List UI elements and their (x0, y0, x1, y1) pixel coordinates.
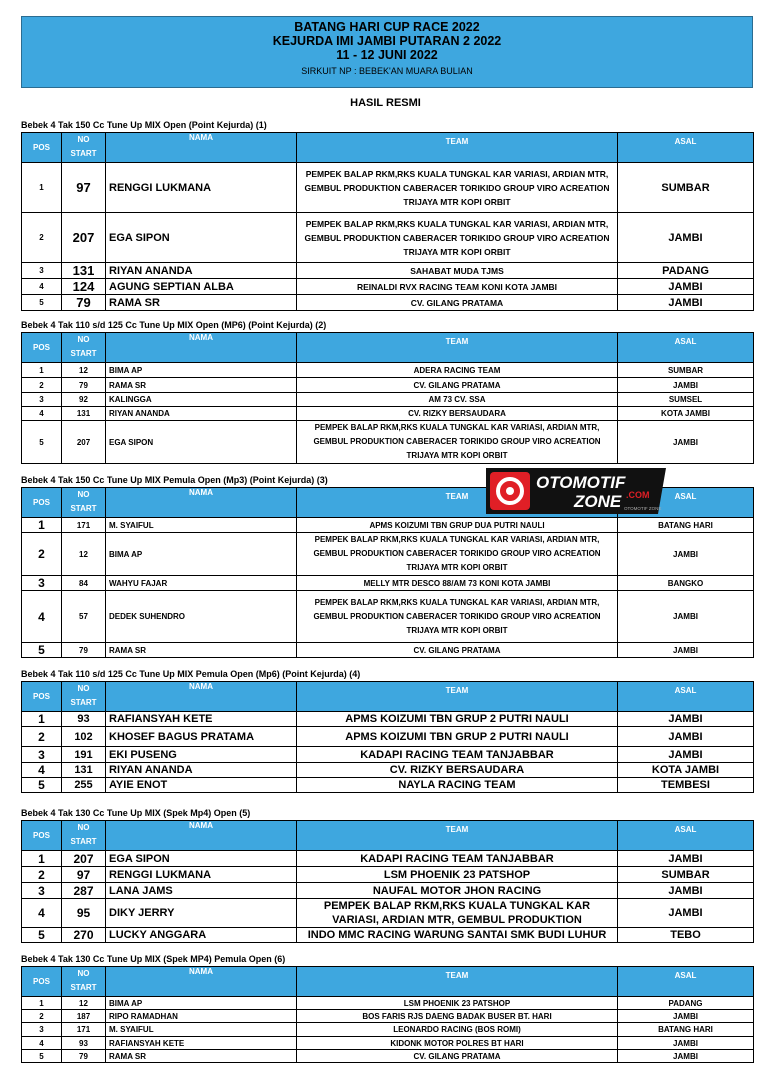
col-asal-header (618, 133, 754, 163)
table-row (22, 407, 754, 421)
col-pos-header-label: POS (33, 831, 50, 840)
origin-cell: JAMBI (618, 1037, 754, 1050)
col-asal-header-label: ASAL (674, 971, 697, 980)
start-number-cell: 93 (62, 1037, 106, 1050)
col-asal-header (618, 333, 754, 363)
col-pos-header-label: POS (33, 692, 50, 701)
start-number-cell: 131 (62, 407, 106, 421)
rider-name-cell: RAMA SR (106, 378, 297, 393)
rider-name-cell: EGA SIPON (106, 421, 297, 464)
position-cell: 3 (22, 1023, 62, 1037)
team-cell: REINALDI RVX RACING TEAM KONI KOTA JAMBI (297, 279, 618, 295)
position-cell: 4 (22, 591, 62, 643)
col-no-start-header-label: NO (77, 684, 90, 693)
col-pos-header (22, 488, 62, 518)
start-number-cell: 187 (62, 1010, 106, 1023)
start-number-cell: 97 (62, 163, 106, 213)
start-number-cell: 92 (62, 393, 106, 407)
table-row (22, 1037, 754, 1050)
col-pos-header-label: POS (33, 498, 50, 507)
otomotif-zone-logo (486, 466, 666, 516)
start-number-cell: 255 (62, 778, 106, 793)
origin-cell: BANGKO (618, 576, 754, 591)
position-cell: 3 (22, 393, 62, 407)
col-no-start-header (62, 821, 106, 851)
start-number-cell: 102 (62, 727, 106, 747)
table-row (22, 213, 754, 263)
origin-cell: JAMBI (618, 712, 754, 727)
table-row (22, 727, 754, 747)
col-asal-header-label: ASAL (674, 492, 697, 501)
position-cell: 5 (22, 778, 62, 793)
table-row (22, 1010, 754, 1023)
team-cell: PEMPEK BALAP RKM,RKS KUALA TUNGKAL KAR VARIASI, ARDIAN MTR, GEMBUL PRODUKTION (297, 899, 618, 928)
position-cell: 1 (22, 363, 62, 378)
race-class-title: Bebek 4 Tak 150 Cc Tune Up MIX Pemula Open (Mp3) (Point Kejurda) (3) (21, 475, 328, 485)
position-cell: 4 (22, 1037, 62, 1050)
position-cell: 1 (22, 163, 62, 213)
position-cell: 1 (22, 518, 62, 533)
col-asal-header (618, 967, 754, 997)
col-asal-header-label: ASAL (674, 337, 697, 346)
table-header-row (22, 821, 754, 851)
table-header-row (22, 133, 754, 163)
rider-name-cell: EKI PUSENG (106, 747, 297, 763)
table-row (22, 851, 754, 867)
col-no-start-header-label: NO (77, 135, 90, 144)
rider-name-cell: EGA SIPON (106, 213, 297, 263)
start-number-cell: 79 (62, 295, 106, 311)
origin-cell: JAMBI (618, 643, 754, 658)
race-class-section (21, 118, 753, 311)
origin-cell: JAMBI (618, 591, 754, 643)
rider-name-cell: EGA SIPON (106, 851, 297, 867)
team-cell: CV. RIZKY BERSAUDARA (297, 407, 618, 421)
col-team-header (297, 821, 618, 851)
start-number-cell: 95 (62, 899, 106, 928)
team-cell: KADAPI RACING TEAM TANJABBAR (297, 851, 618, 867)
col-team-header (297, 333, 618, 363)
col-nama-header-label: NAMA (189, 967, 213, 976)
table-row (22, 1050, 754, 1063)
event-title: BATANG HARI CUP RACE 2022 (294, 20, 480, 34)
col-no-start-header-label: START (70, 349, 97, 358)
team-cell: CV. GILANG PRATAMA (297, 295, 618, 311)
start-number-cell: 270 (62, 928, 106, 943)
position-cell: 4 (22, 899, 62, 928)
origin-cell: BATANG HARI (618, 518, 754, 533)
table-row (22, 533, 754, 576)
origin-cell: SUMBAR (618, 163, 754, 213)
col-no-start-header (62, 333, 106, 363)
position-cell: 4 (22, 407, 62, 421)
rider-name-cell: RAMA SR (106, 295, 297, 311)
race-class-title: Bebek 4 Tak 130 Cc Tune Up MIX (Spek MP4) Pemula Open (6) (21, 954, 286, 964)
rider-name-cell: DIKY JERRY (106, 899, 297, 928)
position-cell: 3 (22, 263, 62, 279)
col-nama-header-label: NAMA (189, 821, 213, 830)
table-row (22, 295, 754, 311)
position-cell: 2 (22, 727, 62, 747)
col-pos-header-label: POS (33, 143, 50, 152)
team-cell: PEMPEK BALAP RKM,RKS KUALA TUNGKAL KAR VARIASI, ARDIAN MTR, GEMBUL PRODUKTION CABERACER TORIKIDO GROUP VIRO ACREATION TRIJAYA MTR KOPI ORBIT (297, 163, 618, 213)
origin-cell: JAMBI (618, 727, 754, 747)
position-cell: 4 (22, 763, 62, 778)
rider-name-cell: M. SYAIFUL (106, 518, 297, 533)
origin-cell: JAMBI (618, 1050, 754, 1063)
table-header-row (22, 682, 754, 712)
team-cell: LSM PHOENIK 23 PATSHOP (297, 997, 618, 1010)
team-cell: CV. RIZKY BERSAUDARA (297, 763, 618, 778)
table-row (22, 747, 754, 763)
col-nama-header (106, 488, 297, 518)
team-cell: LEONARDO RACING (BOS ROMI) (297, 1023, 618, 1037)
start-number-cell: 79 (62, 643, 106, 658)
team-cell: CV. GILANG PRATAMA (297, 643, 618, 658)
table-row (22, 928, 754, 943)
team-cell: APMS KOIZUMI TBN GRUP DUA PUTRI NAULI (297, 518, 618, 533)
rider-name-cell: RAFIANSYAH KETE (106, 712, 297, 727)
rider-name-cell: BIMA AP (106, 533, 297, 576)
race-class-section (21, 952, 753, 1063)
rider-name-cell: KALINGGA (106, 393, 297, 407)
origin-cell: PADANG (618, 263, 754, 279)
origin-cell: JAMBI (618, 295, 754, 311)
position-cell: 5 (22, 1050, 62, 1063)
start-number-cell: 97 (62, 867, 106, 883)
table-row (22, 378, 754, 393)
col-nama-header (106, 333, 297, 363)
results-table (21, 820, 754, 943)
event-circuit: SIRKUIT NP : BEBEK'AN MUARA BULIAN (301, 66, 473, 76)
origin-cell: JAMBI (618, 883, 754, 899)
position-cell: 3 (22, 747, 62, 763)
col-no-start-header-label: NO (77, 823, 90, 832)
team-cell: APMS KOIZUMI TBN GRUP 2 PUTRI NAULI (297, 712, 618, 727)
col-no-start-header-label: NO (77, 335, 90, 344)
results-table (21, 332, 754, 464)
start-number-cell: 124 (62, 279, 106, 295)
position-cell: 5 (22, 295, 62, 311)
table-row (22, 712, 754, 727)
rider-name-cell: RAMA SR (106, 643, 297, 658)
position-cell: 2 (22, 378, 62, 393)
origin-cell: JAMBI (618, 747, 754, 763)
team-cell: CV. GILANG PRATAMA (297, 378, 618, 393)
rider-name-cell: BIMA AP (106, 997, 297, 1010)
col-asal-header-label: ASAL (674, 825, 697, 834)
logo-tagline: OTOMOTIF ZONE (624, 506, 662, 511)
col-asal-header-label: ASAL (674, 686, 697, 695)
team-cell: AM 73 CV. SSA (297, 393, 618, 407)
col-no-start-header-label: START (70, 837, 97, 846)
table-row (22, 363, 754, 378)
col-no-start-header (62, 133, 106, 163)
official-results-title: HASIL RESMI (350, 97, 421, 109)
logo-suffix: .COM (626, 490, 650, 500)
results-table (21, 966, 754, 1063)
rider-name-cell: RAFIANSYAH KETE (106, 1037, 297, 1050)
start-number-cell: 207 (62, 213, 106, 263)
team-cell: PEMPEK BALAP RKM,RKS KUALA TUNGKAL KAR VARIASI, ARDIAN MTR, GEMBUL PRODUKTION CABERACER TORIKIDO GROUP VIRO ACREATION TRIJAYA MTR KOPI ORBIT (297, 213, 618, 263)
start-number-cell: 93 (62, 712, 106, 727)
race-class-title: Bebek 4 Tak 110 s/d 125 Cc Tune Up MIX Pemula Open (Mp6) (Point Kejurda) (4) (21, 669, 361, 679)
origin-cell: JAMBI (618, 378, 754, 393)
col-team-header (297, 133, 618, 163)
col-nama-header-label: NAMA (189, 333, 213, 342)
race-class-title: Bebek 4 Tak 130 Cc Tune Up MIX (Spek Mp4) Open (5) (21, 808, 251, 818)
col-pos-header-label: POS (33, 343, 50, 352)
col-team-header-label: TEAM (445, 686, 469, 695)
col-pos-header (22, 133, 62, 163)
team-cell: SAHABAT MUDA TJMS (297, 263, 618, 279)
start-number-cell: 79 (62, 1050, 106, 1063)
origin-cell: TEBO (618, 928, 754, 943)
event-header (21, 16, 753, 88)
start-number-cell: 12 (62, 997, 106, 1010)
rider-name-cell: RENGGI LUKMANA (106, 867, 297, 883)
table-row (22, 778, 754, 793)
col-no-start-header-label: START (70, 698, 97, 707)
origin-cell: JAMBI (618, 533, 754, 576)
col-pos-header (22, 333, 62, 363)
race-class-title: Bebek 4 Tak 110 s/d 125 Cc Tune Up MIX Open (MP6) (Point Kejurda) (2) (21, 320, 327, 330)
team-cell: ADERA RACING TEAM (297, 363, 618, 378)
start-number-cell: 171 (62, 1023, 106, 1037)
col-nama-header-label: NAMA (189, 488, 213, 497)
table-row (22, 279, 754, 295)
logo-wordmark-bottom: ZONE (574, 492, 622, 511)
start-number-cell: 12 (62, 533, 106, 576)
start-number-cell: 207 (62, 851, 106, 867)
table-row (22, 643, 754, 658)
origin-cell: SUMSEL (618, 393, 754, 407)
position-cell: 4 (22, 279, 62, 295)
col-team-header-label: TEAM (445, 825, 469, 834)
table-row (22, 518, 754, 533)
col-no-start-header (62, 488, 106, 518)
col-pos-header (22, 967, 62, 997)
origin-cell: JAMBI (618, 213, 754, 263)
team-cell: APMS KOIZUMI TBN GRUP 2 PUTRI NAULI (297, 727, 618, 747)
rider-name-cell: KHOSEF BAGUS PRATAMA (106, 727, 297, 747)
position-cell: 1 (22, 851, 62, 867)
table-row (22, 163, 754, 213)
col-nama-header (106, 821, 297, 851)
start-number-cell: 207 (62, 421, 106, 464)
origin-cell: JAMBI (618, 1010, 754, 1023)
origin-cell: JAMBI (618, 421, 754, 464)
origin-cell: TEMBESI (618, 778, 754, 793)
col-nama-header (106, 133, 297, 163)
team-cell: NAUFAL MOTOR JHON RACING (297, 883, 618, 899)
rider-name-cell: RIYAN ANANDA (106, 263, 297, 279)
col-team-header (297, 967, 618, 997)
origin-cell: BATANG HARI (618, 1023, 754, 1037)
origin-cell: SUMBAR (618, 867, 754, 883)
table-row (22, 997, 754, 1010)
event-subtitle: KEJURDA IMI JAMBI PUTARAN 2 2022 (272, 34, 502, 48)
race-class-section (21, 318, 753, 464)
team-cell: BOS FARIS RJS DAENG BADAK BUSER BT. HARI (297, 1010, 618, 1023)
origin-cell: JAMBI (618, 851, 754, 867)
rider-name-cell: RAMA SR (106, 1050, 297, 1063)
col-team-header-label: TEAM (445, 492, 469, 501)
rider-name-cell: LANA JAMS (106, 883, 297, 899)
origin-cell: JAMBI (618, 899, 754, 928)
rider-name-cell: RIYAN ANANDA (106, 407, 297, 421)
rider-name-cell: M. SYAIFUL (106, 1023, 297, 1037)
rider-name-cell: RIPO RAMADHAN (106, 1010, 297, 1023)
col-no-start-header-label: NO (77, 969, 90, 978)
event-date: 11 - 12 JUNI 2022 (336, 48, 438, 62)
table-row (22, 763, 754, 778)
table-header-row (22, 967, 754, 997)
race-class-title: Bebek 4 Tak 150 Cc Tune Up MIX Open (Point Kejurda) (1) (21, 120, 267, 130)
rider-name-cell: RIYAN ANANDA (106, 763, 297, 778)
rider-name-cell: AGUNG SEPTIAN ALBA (106, 279, 297, 295)
col-no-start-header-label: START (70, 504, 97, 513)
table-row (22, 867, 754, 883)
position-cell: 2 (22, 533, 62, 576)
col-pos-header (22, 821, 62, 851)
position-cell: 5 (22, 421, 62, 464)
table-row (22, 883, 754, 899)
col-nama-header (106, 682, 297, 712)
start-number-cell: 191 (62, 747, 106, 763)
start-number-cell: 57 (62, 591, 106, 643)
table-row (22, 393, 754, 407)
col-team-header (297, 682, 618, 712)
position-cell: 5 (22, 643, 62, 658)
table-row (22, 421, 754, 464)
table-header-row (22, 333, 754, 363)
col-no-start-header-label: START (70, 983, 97, 992)
col-no-start-header (62, 967, 106, 997)
col-team-header-label: TEAM (445, 971, 469, 980)
origin-cell: PADANG (618, 997, 754, 1010)
col-nama-header-label: NAMA (189, 133, 213, 142)
position-cell: 2 (22, 1010, 62, 1023)
origin-cell: KOTA JAMBI (618, 763, 754, 778)
race-class-section (21, 806, 753, 943)
rider-name-cell: WAHYU FAJAR (106, 576, 297, 591)
col-nama-header (106, 967, 297, 997)
race-class-section (21, 667, 753, 793)
team-cell: LSM PHOENIK 23 PATSHOP (297, 867, 618, 883)
start-number-cell: 84 (62, 576, 106, 591)
team-cell: PEMPEK BALAP RKM,RKS KUALA TUNGKAL KAR VARIASI, ARDIAN MTR, GEMBUL PRODUKTION CABERACER TORIKIDO GROUP VIRO ACREATION TRIJAYA MTR KOPI ORBIT (297, 421, 618, 464)
table-row (22, 576, 754, 591)
origin-cell: SUMBAR (618, 363, 754, 378)
origin-cell: JAMBI (618, 279, 754, 295)
team-cell: CV. GILANG PRATAMA (297, 1050, 618, 1063)
team-cell: INDO MMC RACING WARUNG SANTAI SMK BUDI LUHUR (297, 928, 618, 943)
position-cell: 2 (22, 867, 62, 883)
team-cell: MELLY MTR DESCO 88/AM 73 KONI KOTA JAMBI (297, 576, 618, 591)
table-row (22, 899, 754, 928)
position-cell: 3 (22, 883, 62, 899)
col-no-start-header (62, 682, 106, 712)
col-pos-header (22, 682, 62, 712)
start-number-cell: 131 (62, 263, 106, 279)
position-cell: 1 (22, 712, 62, 727)
position-cell: 3 (22, 576, 62, 591)
team-cell: PEMPEK BALAP RKM,RKS KUALA TUNGKAL KAR VARIASI, ARDIAN MTR, GEMBUL PRODUKTION CABERACER TORIKIDO GROUP VIRO ACREATION TRIJAYA MTR KOPI ORBIT (297, 591, 618, 643)
col-no-start-header-label: NO (77, 490, 90, 499)
team-cell: KIDONK MOTOR POLRES BT HARI (297, 1037, 618, 1050)
results-table (21, 132, 754, 311)
start-number-cell: 79 (62, 378, 106, 393)
position-cell: 1 (22, 997, 62, 1010)
rider-name-cell: LUCKY ANGGARA (106, 928, 297, 943)
rider-name-cell: DEDEK SUHENDRO (106, 591, 297, 643)
table-row (22, 263, 754, 279)
rider-name-cell: AYIE ENOT (106, 778, 297, 793)
table-row (22, 591, 754, 643)
start-number-cell: 131 (62, 763, 106, 778)
rider-name-cell: RENGGI LUKMANA (106, 163, 297, 213)
col-team-header-label: TEAM (445, 137, 469, 146)
team-cell: KADAPI RACING TEAM TANJABBAR (297, 747, 618, 763)
team-cell: NAYLA RACING TEAM (297, 778, 618, 793)
col-team-header-label: TEAM (445, 337, 469, 346)
col-asal-header (618, 682, 754, 712)
col-no-start-header-label: START (70, 149, 97, 158)
results-table (21, 681, 754, 793)
col-asal-header (618, 821, 754, 851)
position-cell: 2 (22, 213, 62, 263)
team-cell: PEMPEK BALAP RKM,RKS KUALA TUNGKAL KAR VARIASI, ARDIAN MTR, GEMBUL PRODUKTION CABERACER TORIKIDO GROUP VIRO ACREATION TRIJAYA MTR KOPI ORBIT (297, 533, 618, 576)
start-number-cell: 287 (62, 883, 106, 899)
position-cell: 5 (22, 928, 62, 943)
col-pos-header-label: POS (33, 977, 50, 986)
col-asal-header-label: ASAL (674, 137, 697, 146)
start-number-cell: 171 (62, 518, 106, 533)
logo-wordmark-top: OTOMOTIF (536, 473, 626, 492)
start-number-cell: 12 (62, 363, 106, 378)
col-nama-header-label: NAMA (189, 682, 213, 691)
rider-name-cell: BIMA AP (106, 363, 297, 378)
table-row (22, 1023, 754, 1037)
origin-cell: KOTA JAMBI (618, 407, 754, 421)
